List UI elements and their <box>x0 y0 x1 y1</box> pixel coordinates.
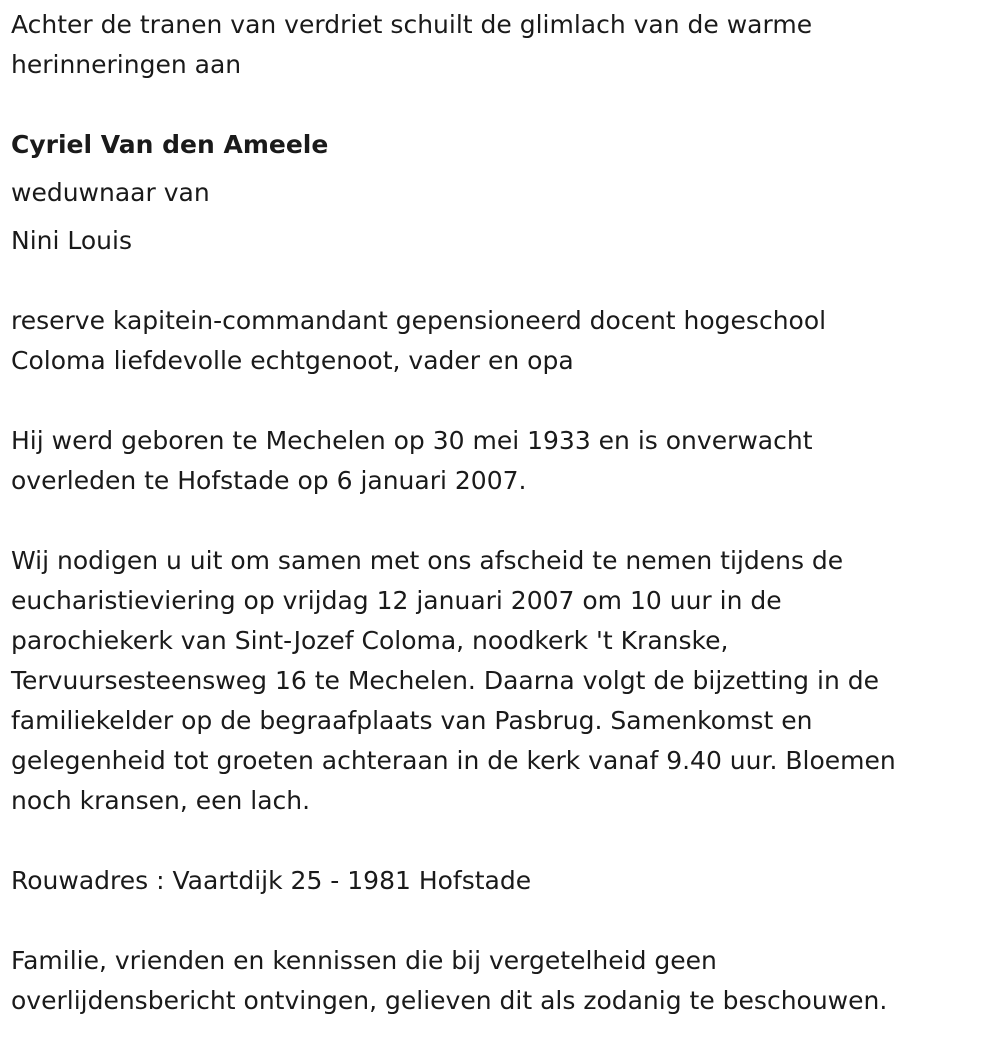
intro-line: Achter de tranen van verdriet schuilt de glimlach van de warme <box>11 10 813 39</box>
bio-paragraph <box>11 301 986 381</box>
spouse-name: Nini Louis <box>11 226 132 255</box>
ceremony-line: Wij nodigen u uit om samen met ons afscheid te nemen tijdens de <box>11 546 844 575</box>
birth-death-paragraph <box>11 421 986 501</box>
intro-paragraph <box>11 5 986 85</box>
ceremony-line: eucharistieviering op vrijdag 12 januari 2007 om 10 uur in de <box>11 586 782 615</box>
birth-death-line: Hij werd geboren te Mechelen op 30 mei 1933 en is onverwacht <box>11 426 813 455</box>
closing-paragraph <box>11 941 986 1021</box>
closing-line: overlijdensbericht ontvingen, gelieven dit als zodanig te beschouwen. <box>11 986 888 1015</box>
intro-line: herinneringen aan <box>11 50 242 79</box>
ceremony-line: gelegenheid tot groeten achteraan in de kerk vanaf 9.40 uur. Bloemen <box>11 746 896 775</box>
ceremony-line: Tervuursesteensweg 16 te Mechelen. Daarna volgt de bijzetting in de <box>11 666 879 695</box>
ceremony-line: parochiekerk van Sint-Jozef Coloma, noodkerk 't Kranske, <box>11 626 729 655</box>
mourning-address: Rouwadres : Vaartdijk 25 - 1981 Hofstade <box>11 866 532 895</box>
ceremony-line: familiekelder op de begraafplaats van Pasbrug. Samenkomst en <box>11 706 813 735</box>
birth-death-line: overleden te Hofstade op 6 januari 2007. <box>11 466 527 495</box>
ceremony-paragraph <box>11 541 986 821</box>
ceremony-line: noch kransen, een lach. <box>11 786 311 815</box>
bio-line: Coloma liefdevolle echtgenoot, vader en opa <box>11 346 574 375</box>
widower-of-label: weduwnaar van <box>11 178 210 207</box>
closing-line: Familie, vrienden en kennissen die bij vergetelheid geen <box>11 946 717 975</box>
bio-line: reserve kapitein-commandant gepensioneerd docent hogeschool <box>11 306 827 335</box>
deceased-name: Cyriel Van den Ameele <box>11 130 329 159</box>
